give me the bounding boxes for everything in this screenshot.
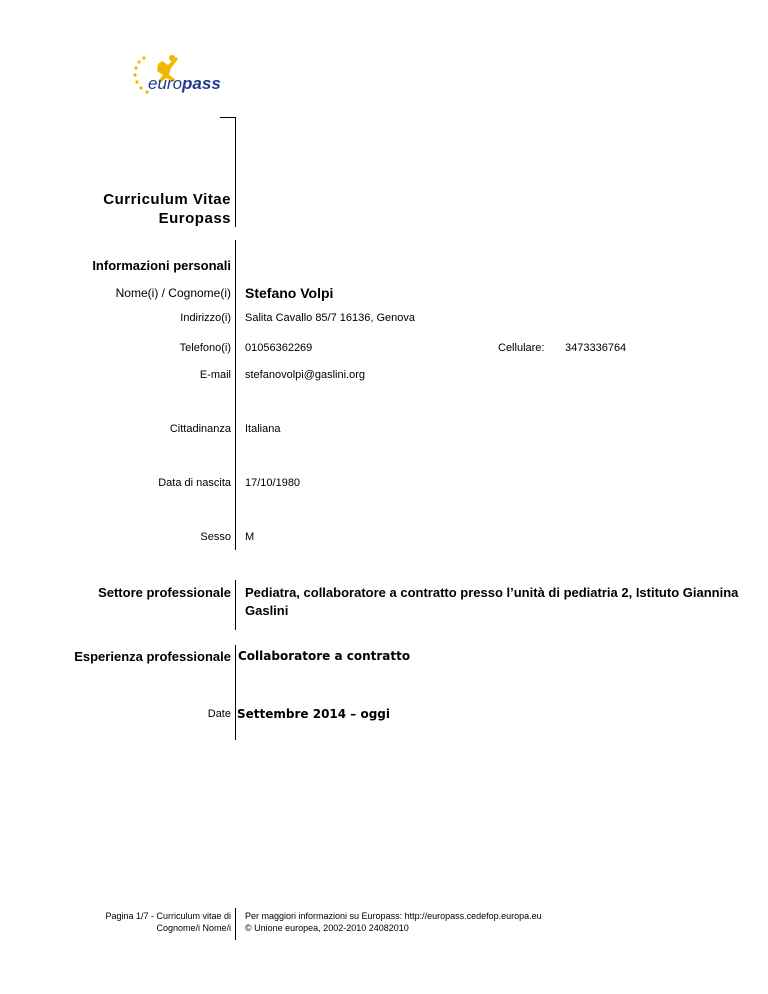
- email-label: E-mail: [199, 369, 231, 381]
- experience-label: Esperienza professionale: [74, 649, 231, 664]
- cv-title: [103, 190, 231, 228]
- birthdate-label: Data di nascita: [158, 477, 231, 489]
- experience-value: Collaboratore a contratto: [238, 649, 411, 663]
- citizenship-value: Italiana: [245, 423, 281, 435]
- logo-euro: euro: [148, 74, 183, 93]
- header-rule: [235, 117, 236, 227]
- address-value: Salita Cavallo 85/7 16136, Genova: [245, 312, 416, 324]
- birthdate-value: 17/10/1980: [245, 477, 301, 489]
- sex-label: Sesso: [200, 531, 231, 543]
- footer-info-link: Per maggiori informazioni su Europass: http://europass.cedefop.europa.eu: [245, 911, 542, 921]
- mobile-label: Cellulare:: [498, 342, 545, 354]
- citizenship-label: Cittadinanza: [169, 423, 231, 435]
- rule-experience: [235, 645, 236, 740]
- mobile-value: 3473336764: [565, 342, 627, 354]
- address-label: Indirizzo(i): [180, 312, 231, 324]
- phone-label: Telefono(i): [179, 342, 231, 354]
- rule-footer: [235, 908, 236, 940]
- sector-line1: Pediatra, collaboratore a contratto presso l’unità di pediatria 2, Istituto Giannina: [245, 585, 739, 600]
- header-rule-top: [220, 117, 236, 118]
- name-value: Stefano Volpi: [245, 285, 334, 301]
- footer-left: [105, 910, 231, 934]
- cv-title-line2: Europass: [158, 210, 231, 227]
- footer-page: Pagina 1/7 - Curriculum vitae di: [105, 911, 231, 921]
- date-label: Date: [207, 708, 231, 720]
- sector-value: [245, 584, 738, 620]
- logo-pass: pass: [182, 74, 221, 93]
- sex-value: M: [245, 531, 255, 543]
- sector-line2: Gaslini: [245, 603, 289, 618]
- footer-copyright: © Unione europea, 2002-2010 24082010: [245, 923, 409, 933]
- rule-sector: [235, 580, 236, 630]
- footer-right: [245, 910, 542, 934]
- phone-value: 01056362269: [245, 342, 313, 354]
- cv-title-line1: Curriculum Vitae: [103, 191, 231, 208]
- europass-wordmark: [148, 74, 221, 94]
- section-personal-title: Informazioni personali: [92, 258, 231, 273]
- europass-logo: [130, 50, 240, 100]
- sector-label: Settore professionale: [98, 585, 231, 600]
- email-value: stefanovolpi@gaslini.org: [245, 369, 366, 381]
- rule-personal: [235, 240, 236, 550]
- footer-name: Cognome/i Nome/i: [156, 923, 231, 933]
- name-label: Nome(i) / Cognome(i): [115, 286, 231, 300]
- date-value: Settembre 2014 – oggi: [237, 707, 391, 721]
